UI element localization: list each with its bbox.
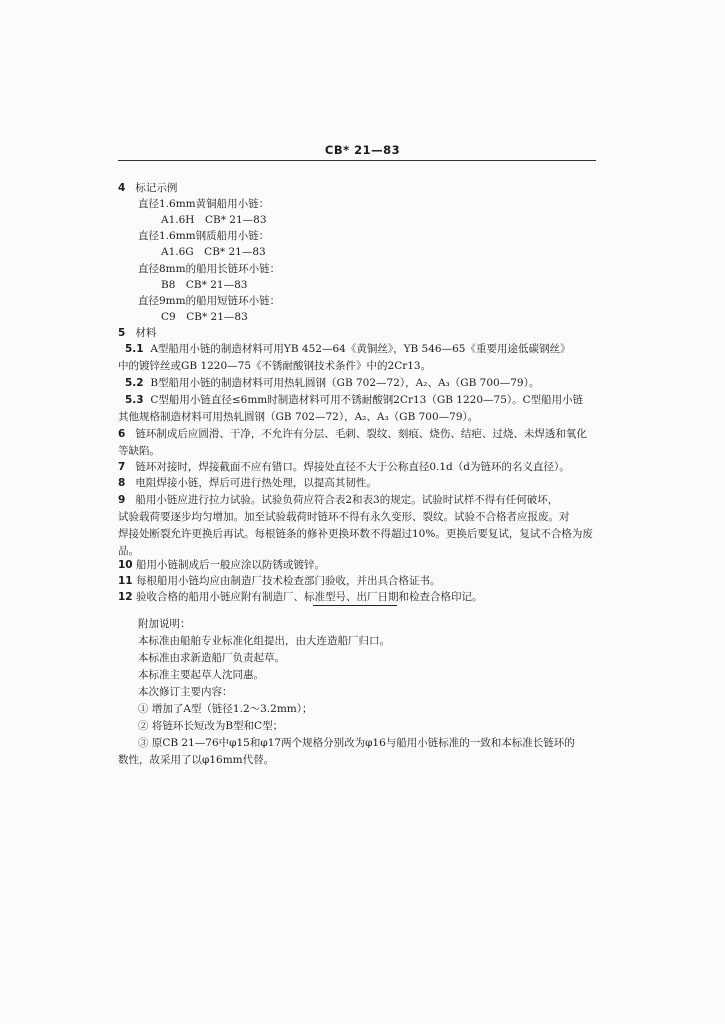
clause-number: 5.3 bbox=[125, 394, 144, 406]
clause-text: A型船用小链的制造材料可用YB 452—64《黄铜丝》，YB 546—65《重要用途低碳钢丝》 bbox=[150, 343, 571, 355]
section-4-heading bbox=[118, 182, 177, 195]
example-code: C9 CB* 21—83 bbox=[161, 311, 248, 323]
clause-5-2 bbox=[125, 377, 539, 390]
section-8 bbox=[118, 477, 377, 490]
section-title: 材料 bbox=[135, 327, 157, 339]
header-rule bbox=[118, 160, 596, 161]
section-number: 5 bbox=[118, 327, 126, 339]
section-number: 6 bbox=[118, 428, 126, 440]
section-number: 8 bbox=[118, 477, 126, 489]
clause-5-3-cont: 其他规格制造材料可用热轧圆钢（GB 702—72），A₂、A₃（GB 700—79）。 bbox=[118, 411, 479, 423]
example-label: 直径1.6mm钢质船用小链： bbox=[138, 230, 270, 242]
section-title: 标记示例 bbox=[135, 182, 178, 194]
section-text: 电阻焊接小链，焊后可进行热处理，以提高其韧性。 bbox=[135, 477, 377, 489]
section-12 bbox=[118, 591, 482, 604]
example-code: A1.6H CB* 21—83 bbox=[161, 214, 267, 226]
section-6 bbox=[118, 428, 587, 441]
notes-line: 本标准由船舶专业标准化组提出，由大连造船厂归口。 bbox=[138, 635, 390, 647]
section-text: 船用小链应进行拉力试验。试验负荷应符合表2和表3的规定。试验时试样不得有任何破坏， bbox=[135, 494, 559, 506]
section-6-cont: 等缺陷。 bbox=[118, 445, 160, 457]
section-number: 7 bbox=[118, 461, 126, 473]
section-number: 10 bbox=[118, 559, 133, 571]
section-9-cont: 试验载荷要逐步均匀增加。加至试验载荷时链环不得有永久变形、裂纹。试验不合格者应报废。对 bbox=[118, 511, 570, 523]
example-code: A1.6G CB* 21—83 bbox=[161, 246, 266, 258]
section-10 bbox=[118, 559, 325, 572]
revision-item-cont: 数性，故采用了以φ16mm代替。 bbox=[118, 754, 275, 766]
clause-text: B型船用小链的制造材料可用热轧圆钢（GB 702—72），A₂、A₃（GB 700—79）。 bbox=[150, 377, 540, 389]
clause-5-1 bbox=[125, 343, 570, 356]
section-7 bbox=[118, 461, 570, 474]
section-number: 4 bbox=[118, 182, 126, 194]
section-text: 链环对接时，焊接截面不应有错口。焊接处直径不大于公称直径0.1d（d为链环的名义直径）。 bbox=[135, 461, 570, 473]
notes-line: 本次修订主要内容： bbox=[138, 686, 233, 698]
section-9-cont: 品。 bbox=[118, 545, 139, 557]
example-label: 直径8mm的船用长链环小链： bbox=[138, 263, 281, 275]
example-label: 直径1.6mm黄铜船用小链： bbox=[138, 198, 270, 210]
clause-number: 5.1 bbox=[125, 343, 144, 355]
section-11 bbox=[118, 575, 440, 588]
notes-title: 附加说明： bbox=[138, 618, 191, 630]
notes-line: 本标准由求新造船厂负责起草。 bbox=[138, 652, 285, 664]
section-9-cont: 焊接处断裂允许更换后再试。每根链条的修补更换环数不得超过10%。更换后要复试，复试不合格为废 bbox=[118, 528, 593, 540]
revision-item: ③ 原CB 21—76中φ15和φ17两个规格分别改为φ16与船用小链标准的一致和本标准长链环的 bbox=[138, 737, 575, 749]
example-label: 直径9mm的船用短链环小链： bbox=[138, 295, 281, 307]
clause-text: C型船用小链直径≤6mm时制造材料可用不锈耐酸钢2Cr13（GB 1220—75）。C型船用小链 bbox=[150, 394, 584, 406]
notes-line: 本标准主要起草人沈同惠。 bbox=[138, 669, 264, 681]
section-text: 验收合格的船用小链应附有制造厂、标准型号、出厂日期和检查合格印记。 bbox=[135, 591, 483, 603]
section-5-heading bbox=[118, 327, 156, 340]
clause-5-1-cont: 中的镀锌丝或GB 1220—75《不锈耐酸钢技术条件》中的2Cr13。 bbox=[118, 360, 432, 372]
section-text: 船用小链制成后一般应涂以防锈或镀锌。 bbox=[135, 559, 325, 571]
section-number: 12 bbox=[118, 591, 133, 603]
example-code: B8 CB* 21—83 bbox=[161, 279, 248, 291]
section-text: 每根船用小链均应由制造厂技术检查部门验收，并出具合格证书。 bbox=[135, 575, 441, 587]
section-divider bbox=[313, 605, 397, 606]
clause-5-3 bbox=[125, 394, 583, 407]
revision-item: ① 增加了A型（链径1.2～3.2mm）； bbox=[138, 703, 313, 715]
section-text: 链环制成后应圆滑、干净，不允许有分层、毛刺、裂纹、刻痕、烧伤、结疤、过烧、未焊透和氧化 bbox=[135, 428, 587, 440]
clause-number: 5.2 bbox=[125, 377, 144, 389]
section-number: 9 bbox=[118, 494, 126, 506]
section-9 bbox=[118, 494, 558, 507]
revision-item: ② 将链环长短改为B型和C型； bbox=[138, 720, 284, 732]
section-number: 11 bbox=[118, 575, 133, 587]
page-header-code: CB* 21—83 bbox=[324, 143, 401, 157]
